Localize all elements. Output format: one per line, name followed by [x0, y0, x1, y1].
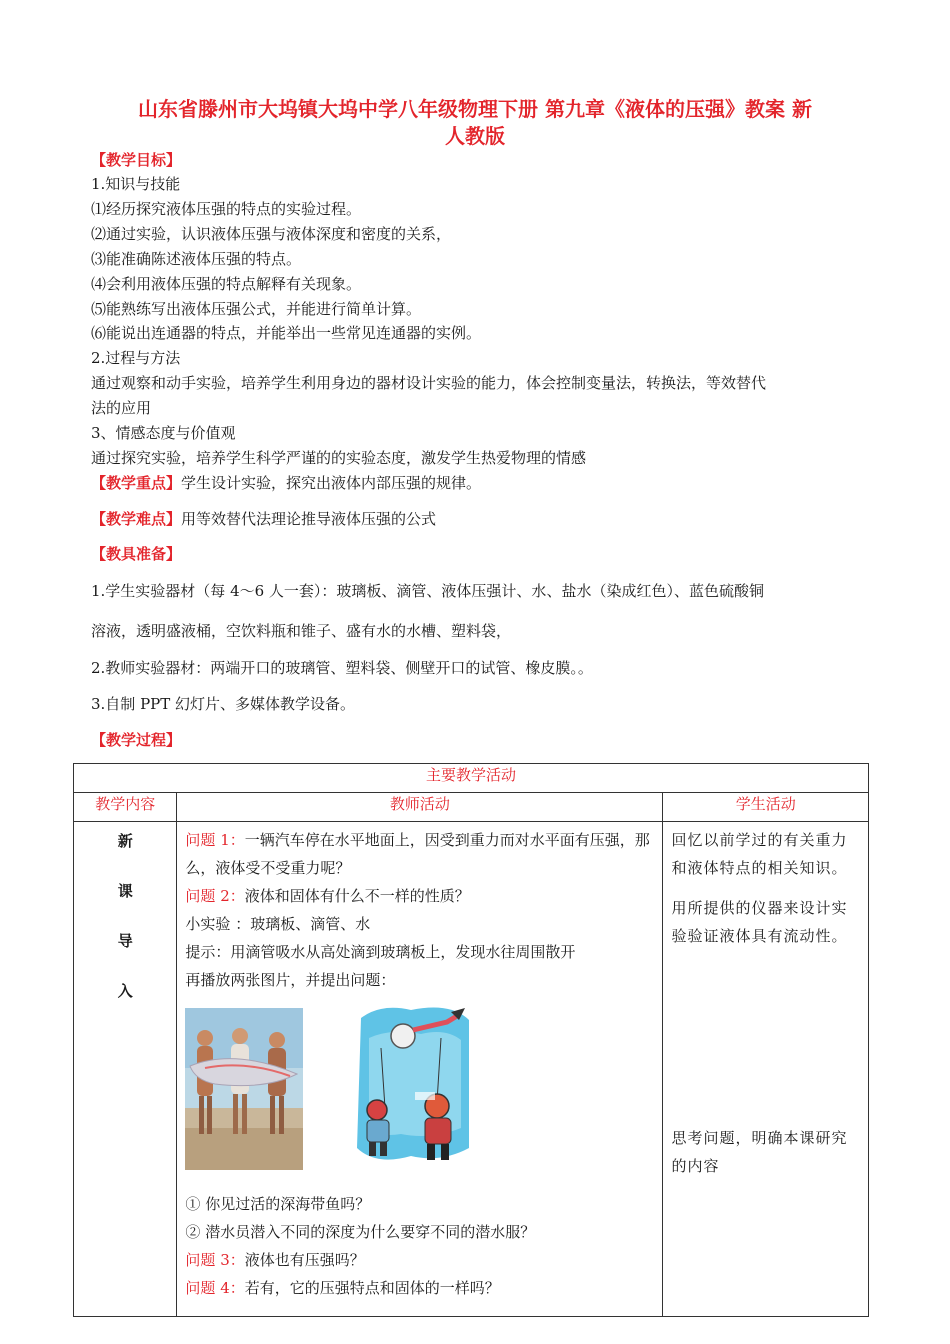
process-text: 通过观察和动手实验，培养学生利用身边的器材设计实验的能力，体会控制变量法，转换法，等效替代	[91, 374, 767, 392]
question-2	[185, 882, 656, 910]
objective-item: ⑵通过实验，认识液体压强与液体深度和密度的关系，	[91, 225, 452, 243]
student-activity-2: 用所提供的仪器来设计实验验证液体具有流动性。	[671, 899, 848, 945]
pictures-row	[185, 998, 656, 1190]
key-point	[91, 472, 871, 494]
objective-item: ⑴经历探究液体压强的特点的实验过程。	[91, 200, 362, 218]
student-activity-cell	[663, 822, 869, 1317]
difficulty-text: 用等效替代法理论推导液体压强的公式	[181, 510, 437, 528]
difficulty-label: 【教学难点】	[91, 510, 182, 528]
emotion-text: 通过探究实验，培养学生科学严谨的的实验态度，激发学生热爱物理的情感	[91, 449, 587, 467]
hint-text: 提示：用滴管吸水从高处滴到玻璃板上，发现水往周围散开	[185, 943, 576, 961]
equipment-item: 1.学生实验器材（每 4～6 人一套）：玻璃板、滴管、液体压强计、水、盐水（染成红色）、蓝色硫酸铜	[91, 582, 764, 600]
emotion-heading: 3、情感态度与价值观	[91, 424, 236, 442]
objective-item: ⑷会利用液体压强的特点解释有关现象。	[91, 275, 362, 293]
question-4-label: 问题 4：	[185, 1279, 245, 1297]
document-title	[80, 96, 870, 150]
section-label	[74, 822, 177, 1317]
oarfish-photo	[185, 1008, 303, 1170]
question-3	[185, 1246, 656, 1274]
section-label-char: 入	[117, 982, 133, 1000]
objective-item: ⑸能熟练写出液体压强公式，并能进行简单计算。	[91, 300, 422, 318]
objectives-heading: 【教学目标】	[91, 151, 182, 169]
question-2-text: 液体和固体有什么不一样的性质？	[244, 887, 470, 905]
section-label-char: 课	[117, 882, 133, 900]
question-1-label: 问题 1：	[185, 831, 245, 849]
title-line-1: 山东省滕州市大坞镇大坞中学八年级物理下册 第九章《液体的压强》教案 新	[138, 97, 812, 121]
question-1	[185, 826, 656, 882]
objective-item: ⑶能准确陈述液体压强的特点。	[91, 250, 302, 268]
equipment-item: 2.教师实验器材：两端开口的玻璃管、塑料袋、侧壁开口的试管、橡皮膜。。	[91, 659, 593, 677]
equipment-item: 3.自制 PPT 幻灯片、多媒体教学设备。	[91, 695, 356, 713]
difficulty	[91, 508, 871, 530]
section-label-char: 导	[117, 932, 133, 950]
picture-question-1: ① 你见过活的深海带鱼吗？	[185, 1195, 371, 1213]
picture-question-2: ② 潜水员潜入不同的深度为什么要穿不同的潜水服？	[185, 1223, 536, 1241]
student-activity-3: 思考问题，明确本课研究的内容	[671, 1129, 848, 1175]
equipment-item: 溶液，透明盛液桶，空饮料瓶和锥子、盛有水的水槽、塑料袋，	[91, 622, 512, 640]
question-4-text: 若有，它的压强特点和固体的一样吗？	[244, 1279, 500, 1297]
title-line-2: 人教版	[445, 124, 505, 148]
column-header-teacher: 教师活动	[177, 793, 663, 822]
diver-illustration	[351, 998, 473, 1170]
equipment-heading: 【教具准备】	[91, 545, 182, 563]
show-pictures-text: 再播放两张图片，并提出问题：	[185, 971, 396, 989]
column-header-student: 学生活动	[663, 793, 869, 822]
objective-item: ⑹能说出连通器的特点，并能举出一些常见连通器的实例。	[91, 324, 482, 342]
table-caption: 主要教学活动	[74, 764, 869, 793]
knowledge-heading: 1.知识与技能	[91, 175, 181, 193]
question-2-label: 问题 2：	[185, 887, 245, 905]
section-label-char: 新	[117, 832, 133, 850]
teacher-activity-cell	[177, 822, 663, 1317]
key-point-label: 【教学重点】	[91, 474, 182, 492]
teaching-process-heading: 【教学过程】	[91, 731, 182, 749]
question-1-text: 一辆汽车停在水平地面上，因受到重力而对水平面有压强，那么，液体受不受重力呢？	[185, 831, 650, 877]
process-text: 法的应用	[91, 399, 152, 417]
question-3-label: 问题 3：	[185, 1251, 245, 1269]
key-point-text: 学生设计实验，探究出液体内部压强的规律。	[181, 474, 482, 492]
question-4	[185, 1274, 656, 1302]
process-heading: 2.过程与方法	[91, 349, 181, 367]
student-activity-1: 回忆以前学过的有关重力和液体特点的相关知识。	[671, 831, 848, 877]
teaching-activities-table	[73, 763, 869, 1317]
column-header-content: 教学内容	[74, 793, 177, 822]
mini-experiment: 小实验 ：玻璃板、滴管、水	[185, 915, 371, 933]
question-3-text: 液体也有压强吗？	[244, 1251, 365, 1269]
